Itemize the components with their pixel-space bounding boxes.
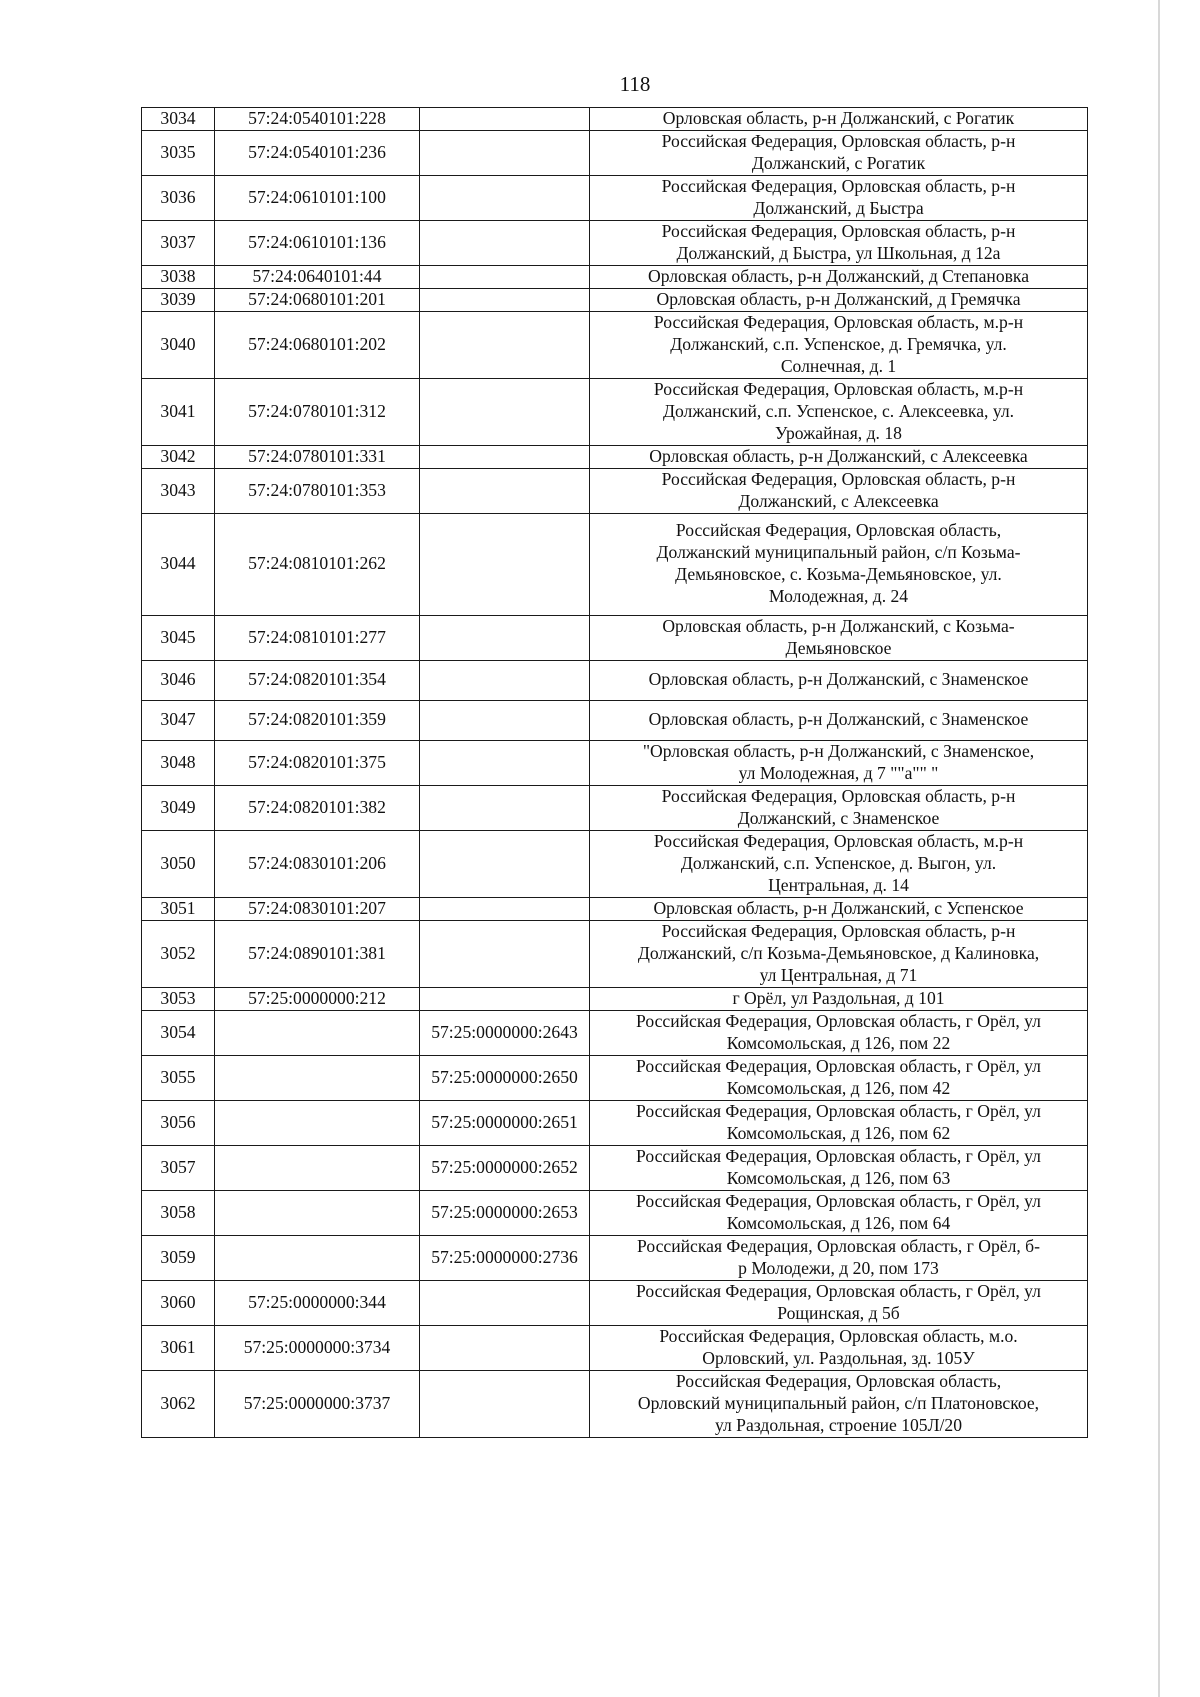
row-number: 3046 bbox=[142, 660, 215, 700]
address-cell bbox=[590, 897, 1088, 920]
address-line: Российская Федерация, Орловская область, р-н bbox=[661, 920, 1016, 941]
table-row bbox=[142, 740, 1088, 785]
cadastral-number: 57:24:0640101:44 bbox=[215, 265, 420, 288]
row-number: 3060 bbox=[142, 1280, 215, 1325]
table-row bbox=[142, 615, 1088, 660]
address-line: Российская Федерация, Орловская область, р-н bbox=[661, 176, 1016, 196]
cadastral-number bbox=[215, 1055, 420, 1100]
table-row bbox=[142, 830, 1088, 897]
row-number: 3040 bbox=[142, 311, 215, 378]
table-row bbox=[142, 1010, 1088, 1055]
table-row bbox=[142, 920, 1088, 987]
address-line: Российская Федерация, Орловская область, г Орёл, ул bbox=[636, 1055, 1041, 1076]
address-line: ул Молодежная, д 7 ""а"" " bbox=[738, 762, 939, 783]
address-line: р Молодежи, д 20, пом 173 bbox=[738, 1257, 939, 1278]
cadastral-number-secondary bbox=[420, 108, 590, 131]
row-number: 3062 bbox=[142, 1370, 215, 1437]
address-line: Российская Федерация, Орловская область, м.р-н bbox=[653, 311, 1024, 332]
cadastral-number: 57:24:0540101:236 bbox=[215, 130, 420, 175]
address-line: Должанский, с.п. Успенское, с. Алексеевка, ул. bbox=[662, 400, 1015, 421]
table-row bbox=[142, 1145, 1088, 1190]
address-line: Должанский, д Быстра, ул Школьная, д 12а bbox=[676, 242, 1001, 263]
cadastral-number-secondary bbox=[420, 130, 590, 175]
cadastral-number-secondary bbox=[420, 445, 590, 468]
row-number: 3051 bbox=[142, 897, 215, 920]
cadastral-number: 57:24:0680101:202 bbox=[215, 311, 420, 378]
cadastral-number: 57:24:0780101:331 bbox=[215, 445, 420, 468]
cadastral-number: 57:24:0830101:206 bbox=[215, 830, 420, 897]
row-number: 3059 bbox=[142, 1235, 215, 1280]
cadastral-number: 57:25:0000000:212 bbox=[215, 987, 420, 1010]
address-line: Российская Федерация, Орловская область, г Орёл, ул bbox=[636, 1280, 1041, 1301]
cadastral-number-secondary bbox=[420, 987, 590, 1010]
address-line: г Орёл, ул Раздольная, д 101 bbox=[732, 987, 945, 1008]
cadastral-number-secondary bbox=[420, 288, 590, 311]
address-cell bbox=[590, 311, 1088, 378]
table-row bbox=[142, 513, 1088, 615]
address-cell bbox=[590, 220, 1088, 265]
cadastral-number: 57:24:0780101:312 bbox=[215, 378, 420, 445]
address-line: Комсомольская, д 126, пом 64 bbox=[726, 1212, 951, 1233]
cadastral-number: 57:25:0000000:3737 bbox=[215, 1370, 420, 1437]
table-row bbox=[142, 1370, 1088, 1437]
address-cell bbox=[590, 700, 1088, 740]
row-number: 3048 bbox=[142, 740, 215, 785]
cadastral-number-secondary bbox=[420, 175, 590, 220]
table-row bbox=[142, 468, 1088, 513]
row-number: 3034 bbox=[142, 108, 215, 131]
address-line: Российская Федерация, Орловская область, г Орёл, ул bbox=[636, 1010, 1041, 1031]
cadastral-number: 57:24:0820101:375 bbox=[215, 740, 420, 785]
address-cell bbox=[590, 660, 1088, 700]
row-number: 3049 bbox=[142, 785, 215, 830]
address-line: Должанский, с.п. Успенское, д. Выгон, ул. bbox=[680, 852, 997, 873]
address-line: Российская Федерация, Орловская область, р-н bbox=[661, 221, 1016, 241]
address-cell bbox=[590, 740, 1088, 785]
cadastral-number: 57:24:0780101:353 bbox=[215, 468, 420, 513]
cadastral-number: 57:24:0810101:262 bbox=[215, 513, 420, 615]
cadastral-number-secondary: 57:25:0000000:2652 bbox=[420, 1145, 590, 1190]
address-cell bbox=[590, 1145, 1088, 1190]
address-cell bbox=[590, 987, 1088, 1010]
table-row bbox=[142, 1100, 1088, 1145]
cadastral-number-secondary: 57:25:0000000:2651 bbox=[420, 1100, 590, 1145]
table-row bbox=[142, 1055, 1088, 1100]
cadastral-number: 57:24:0830101:207 bbox=[215, 897, 420, 920]
cadastral-number-secondary bbox=[420, 700, 590, 740]
table-row bbox=[142, 700, 1088, 740]
table-row bbox=[142, 1235, 1088, 1280]
address-line: Российская Федерация, Орловская область, р-н bbox=[661, 468, 1016, 489]
table-row bbox=[142, 130, 1088, 175]
cadastral-number-secondary bbox=[420, 378, 590, 445]
cadastral-number-secondary bbox=[420, 615, 590, 660]
row-number: 3056 bbox=[142, 1100, 215, 1145]
cadastral-number-secondary bbox=[420, 920, 590, 987]
cadastral-number-secondary bbox=[420, 311, 590, 378]
address-cell bbox=[590, 1010, 1088, 1055]
address-line: "Орловская область, р-н Должанский, с Знаменское, bbox=[642, 740, 1035, 761]
cadastral-number: 57:25:0000000:3734 bbox=[215, 1325, 420, 1370]
cadastral-number-secondary: 57:25:0000000:2736 bbox=[420, 1235, 590, 1280]
cadastral-number bbox=[215, 1145, 420, 1190]
cadastral-number-secondary: 57:25:0000000:2643 bbox=[420, 1010, 590, 1055]
address-cell bbox=[590, 785, 1088, 830]
page-number: 118 bbox=[619, 72, 651, 96]
address-line: Российская Федерация, Орловская область, м.р-н bbox=[653, 830, 1024, 851]
address-line: Комсомольская, д 126, пом 63 bbox=[726, 1167, 951, 1188]
row-number: 3061 bbox=[142, 1325, 215, 1370]
cadastral-number: 57:24:0820101:382 bbox=[215, 785, 420, 830]
address-line: Орловская область, р-н Должанский, с Знаменское bbox=[648, 709, 1029, 730]
address-line: Российская Федерация, Орловская область, г Орёл, ул bbox=[636, 1145, 1041, 1166]
address-line: Урожайная, д. 18 bbox=[775, 422, 902, 443]
cadastral-number-secondary: 57:25:0000000:2653 bbox=[420, 1190, 590, 1235]
address-cell bbox=[590, 445, 1088, 468]
cadastral-number bbox=[215, 1190, 420, 1235]
address-cell bbox=[590, 288, 1088, 311]
address-line: Орловская область, р-н Должанский, д Гремячка bbox=[656, 288, 1021, 309]
address-line: ул Раздольная, строение 105Л/20 bbox=[714, 1414, 963, 1435]
address-line: Комсомольская, д 126, пом 62 bbox=[726, 1122, 951, 1143]
cadastral-number: 57:24:0680101:201 bbox=[215, 288, 420, 311]
cadastral-number: 57:24:0890101:381 bbox=[215, 920, 420, 987]
table-row bbox=[142, 987, 1088, 1010]
address-cell bbox=[590, 108, 1088, 131]
address-line: Должанский, с Знаменское bbox=[737, 807, 940, 828]
cadastral-number-secondary bbox=[420, 1325, 590, 1370]
address-line: Орловский, ул. Раздольная, зд. 105У bbox=[702, 1347, 975, 1368]
table-row bbox=[142, 445, 1088, 468]
table-row bbox=[142, 1190, 1088, 1235]
cadastral-number-secondary bbox=[420, 468, 590, 513]
address-cell bbox=[590, 1055, 1088, 1100]
address-cell bbox=[590, 920, 1088, 987]
row-number: 3045 bbox=[142, 615, 215, 660]
address-cell bbox=[590, 1235, 1088, 1280]
row-number: 3057 bbox=[142, 1145, 215, 1190]
table-row bbox=[142, 175, 1088, 220]
table-row bbox=[142, 660, 1088, 700]
cadastral-number-secondary bbox=[420, 220, 590, 265]
address-cell bbox=[590, 1190, 1088, 1235]
cadastral-number-secondary: 57:25:0000000:2650 bbox=[420, 1055, 590, 1100]
cadastral-number-secondary bbox=[420, 897, 590, 920]
row-number: 3054 bbox=[142, 1010, 215, 1055]
row-number: 3055 bbox=[142, 1055, 215, 1100]
address-line: Российская Федерация, Орловская область, г Орёл, ул bbox=[636, 1100, 1041, 1121]
cadastral-number-secondary bbox=[420, 740, 590, 785]
address-line: Российская Федерация, Орловская область, р-н bbox=[661, 785, 1016, 806]
row-number: 3035 bbox=[142, 130, 215, 175]
table-row bbox=[142, 108, 1088, 131]
address-line: Должанский, д Быстра bbox=[753, 197, 924, 218]
row-number: 3053 bbox=[142, 987, 215, 1010]
cadastral-number: 57:24:0820101:359 bbox=[215, 700, 420, 740]
cadastral-number-secondary bbox=[420, 1280, 590, 1325]
row-number: 3052 bbox=[142, 920, 215, 987]
address-line: Российская Федерация, Орловская область, г Орёл, б- bbox=[637, 1235, 1040, 1256]
row-number: 3050 bbox=[142, 830, 215, 897]
address-line: Орловская область, р-н Должанский, с Рогатик bbox=[662, 108, 1015, 128]
row-number: 3037 bbox=[142, 220, 215, 265]
address-line: Молодежная, д. 24 bbox=[768, 586, 909, 607]
address-line: Орловский муниципальный район, с/п Платоновское, bbox=[637, 1392, 1040, 1413]
cadastral-number bbox=[215, 1100, 420, 1145]
address-cell bbox=[590, 1370, 1088, 1437]
row-number: 3043 bbox=[142, 468, 215, 513]
address-cell bbox=[590, 378, 1088, 445]
table-row bbox=[142, 220, 1088, 265]
cadastral-number: 57:24:0540101:228 bbox=[215, 108, 420, 131]
cadastral-number-secondary bbox=[420, 660, 590, 700]
address-cell bbox=[590, 1325, 1088, 1370]
table-row bbox=[142, 1325, 1088, 1370]
cadastral-number-secondary bbox=[420, 785, 590, 830]
address-line: Должанский муниципальный район, с/п Козьма- bbox=[656, 542, 1021, 563]
table-row bbox=[142, 378, 1088, 445]
address-line: Орловская область, р-н Должанский, с Козьма- bbox=[662, 615, 1015, 636]
address-line: Демьяновское bbox=[785, 637, 892, 658]
address-line: Должанский, с.п. Успенское, д. Гремячка, ул. bbox=[670, 333, 1007, 354]
cadastral-number-secondary bbox=[420, 265, 590, 288]
row-number: 3038 bbox=[142, 265, 215, 288]
address-line: Должанский, с Алексеевка bbox=[738, 490, 939, 511]
address-line: Солнечная, д. 1 bbox=[780, 355, 897, 376]
address-line: Должанский, с/п Козьма-Демьяновское, д Калиновка, bbox=[637, 942, 1040, 963]
row-number: 3044 bbox=[142, 513, 215, 615]
row-number: 3042 bbox=[142, 445, 215, 468]
address-cell bbox=[590, 265, 1088, 288]
page-edge bbox=[1158, 0, 1160, 1697]
cadastral-number-secondary bbox=[420, 513, 590, 615]
address-line: Комсомольская, д 126, пом 22 bbox=[726, 1032, 951, 1053]
register-body bbox=[142, 108, 1088, 1438]
address-line: Российская Федерация, Орловская область, г Орёл, ул bbox=[636, 1190, 1041, 1211]
address-cell bbox=[590, 130, 1088, 175]
address-line: Орловская область, р-н Должанский, с Алексеевка bbox=[649, 445, 1028, 466]
address-line: Рощинская, д 5б bbox=[777, 1302, 900, 1323]
address-line: ул Центральная, д 71 bbox=[759, 964, 918, 985]
address-cell bbox=[590, 468, 1088, 513]
address-line: Российская Федерация, Орловская область, р-н bbox=[661, 131, 1016, 151]
address-cell bbox=[590, 615, 1088, 660]
table-row bbox=[142, 288, 1088, 311]
table-row bbox=[142, 897, 1088, 920]
address-line: Орловская область, р-н Должанский, д Степановка bbox=[647, 265, 1030, 286]
cadastral-number: 57:24:0820101:354 bbox=[215, 660, 420, 700]
row-number: 3041 bbox=[142, 378, 215, 445]
row-number: 3039 bbox=[142, 288, 215, 311]
cadastral-number bbox=[215, 1010, 420, 1055]
address-line: Центральная, д. 14 bbox=[768, 874, 909, 895]
cadastral-number-secondary bbox=[420, 830, 590, 897]
address-line: Орловская область, р-н Должанский, с Успенское bbox=[653, 897, 1024, 918]
address-cell bbox=[590, 1100, 1088, 1145]
cadastral-number: 57:25:0000000:344 bbox=[215, 1280, 420, 1325]
cadastral-number: 57:24:0610101:100 bbox=[215, 175, 420, 220]
address-line: Комсомольская, д 126, пом 42 bbox=[726, 1077, 951, 1098]
address-cell bbox=[590, 830, 1088, 897]
address-line: Должанский, с Рогатик bbox=[751, 152, 926, 173]
table-row bbox=[142, 785, 1088, 830]
address-cell bbox=[590, 175, 1088, 220]
cadastral-number: 57:24:0610101:136 bbox=[215, 220, 420, 265]
table-row bbox=[142, 311, 1088, 378]
table-row bbox=[142, 1280, 1088, 1325]
cadastral-number-secondary bbox=[420, 1370, 590, 1437]
address-line: Орловская область, р-н Должанский, с Знаменское bbox=[648, 669, 1029, 690]
cadastral-number bbox=[215, 1235, 420, 1280]
address-line: Российская Федерация, Орловская область, м.р-н bbox=[653, 378, 1024, 399]
address-line: Демьяновское, с. Козьма-Демьяновское, ул. bbox=[675, 564, 1002, 585]
address-cell bbox=[590, 1280, 1088, 1325]
address-line: Российская Федерация, Орловская область, м.о. bbox=[659, 1325, 1018, 1346]
cadastral-number: 57:24:0810101:277 bbox=[215, 615, 420, 660]
row-number: 3058 bbox=[142, 1190, 215, 1235]
address-line: Российская Федерация, Орловская область, bbox=[675, 1370, 1002, 1391]
row-number: 3036 bbox=[142, 175, 215, 220]
table-row bbox=[142, 265, 1088, 288]
address-cell bbox=[590, 513, 1088, 615]
address-line: Российская Федерация, Орловская область, bbox=[675, 520, 1002, 541]
register-table bbox=[141, 107, 1088, 1438]
row-number: 3047 bbox=[142, 700, 215, 740]
